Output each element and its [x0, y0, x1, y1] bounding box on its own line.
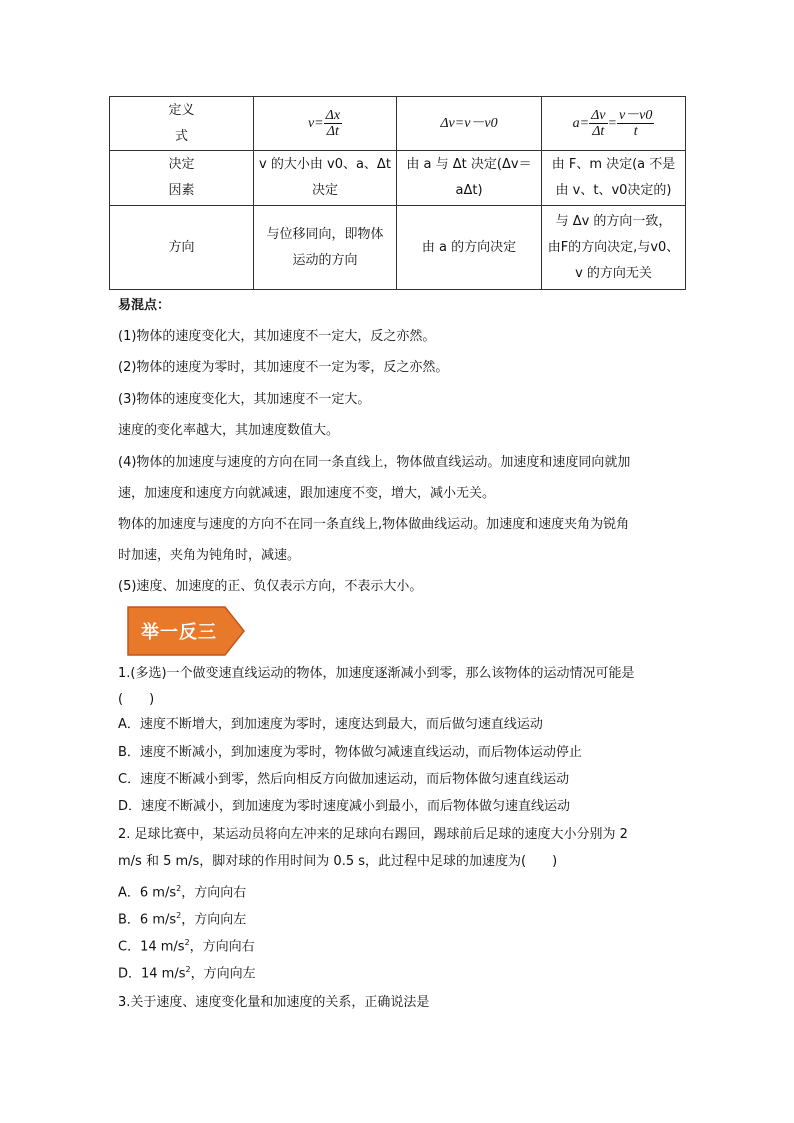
table-cell [254, 151, 397, 206]
cell-line: aΔt) [455, 183, 483, 198]
fraction-denominator: Δt [592, 124, 605, 139]
comparison-table [109, 96, 686, 290]
row-header-line: 因素 [168, 183, 195, 198]
question-1-blank: ( ) [118, 692, 155, 707]
table-row-definition [110, 97, 686, 151]
acceleration-fraction-1 [589, 108, 607, 139]
table-cell [542, 151, 686, 206]
row-header-line: 决定 [168, 157, 195, 172]
cell-line: 由 a 与 Δt 决定(Δv＝ [406, 157, 532, 172]
option-superscript: 2 [184, 938, 190, 947]
option-text: ，方向向左 [181, 912, 247, 928]
confusion-line: 时加速，夹角为钝角时，减速。 [118, 548, 301, 563]
option-text: A．6 m/s [118, 885, 177, 901]
cell-line: 决定 [311, 183, 338, 198]
option-text: D．14 m/s [118, 966, 186, 982]
question-2-option-b [118, 907, 246, 929]
confusion-line: (5)速度、加速度的正、负仅表示方向，不表示大小。 [118, 579, 423, 594]
cell-line: 由F的方向决定,与v0、 [547, 239, 680, 255]
table-row-determinants [110, 151, 686, 206]
fraction-numerator: Δv [591, 108, 606, 123]
section-banner [127, 606, 245, 656]
confusion-line: (2)物体的速度为零时，其加速度不一定为零，反之亦然。 [118, 360, 449, 375]
row-header-line: 定义 [168, 102, 195, 118]
question-2-option-d [118, 961, 256, 983]
option-text: ，方向向右 [189, 939, 255, 955]
velocity-formula-lhs: v= [307, 116, 324, 131]
confusion-line: 速度的变化率越大，其加速度数值大。 [118, 423, 340, 438]
velocity-change-formula: Δv=v－v0 [440, 115, 498, 131]
fraction-denominator: t [633, 124, 638, 139]
question-2-stem-line1: 2. 足球比赛中，某运动员将向左冲来的足球向右踢回，踢球前后足球的速度大小分别为 2 [118, 827, 628, 842]
cell-line: 与 Δv 的方向一致， [555, 213, 672, 229]
fraction-numerator: v－v0 [618, 108, 653, 123]
cell-line: v 的大小由 v0、a、Δt [259, 157, 391, 172]
cell-line: v 的方向无关 [575, 265, 652, 281]
cell-line: 由 F、m 决定(a 不是 [551, 157, 676, 172]
option-text: C．14 m/s [118, 939, 185, 955]
question-1-option-b: B．速度不断减小，到加速度为零时，物体做匀减速直线运动，而后物体运动停止 [118, 745, 582, 760]
question-1-option-d: D．速度不断减小，到加速度为零时速度减小到最小，而后物体做匀速直线运动 [118, 799, 571, 814]
cell-line: 运动的方向 [292, 252, 358, 268]
table-cell [397, 206, 542, 290]
question-2-option-c [118, 934, 255, 956]
acceleration-formula-lhs: a= [572, 116, 590, 131]
cell-line: 由 a 的方向决定 [421, 239, 517, 255]
cell-line: 由 v、t、v0决定的) [555, 183, 672, 198]
table-cell [397, 151, 542, 206]
row-header-direction [110, 206, 254, 290]
table-row-direction [110, 206, 686, 290]
equals-sign: = [607, 116, 617, 131]
question-1-option-a: A．速度不断增大，到加速度为零时，速度达到最大，而后做匀速直线运动 [118, 717, 543, 732]
table-cell [542, 206, 686, 290]
row-header-line: 式 [174, 128, 188, 144]
option-superscript: 2 [176, 884, 182, 893]
option-text: B．6 m/s [118, 912, 177, 928]
question-3-stem: 3.关于速度、速度变化量和加速度的关系，正确说法是 [118, 995, 430, 1010]
option-superscript: 2 [176, 911, 182, 920]
confusion-line: 速，加速度和速度方向就减速，跟加速度不变，增大，减小无关。 [118, 486, 496, 501]
option-superscript: 2 [185, 965, 191, 974]
question-2-stem-line2: m/s 和 5 m/s，脚对球的作用时间为 0.5 s，此过程中足球的加速度为( ) [118, 854, 558, 869]
acceleration-fraction-2 [617, 108, 654, 139]
velocity-fraction [324, 108, 342, 139]
question-2-option-a [118, 880, 246, 902]
velocity-formula-cell [254, 97, 397, 151]
option-text: ，方向向右 [181, 885, 247, 901]
confusions-title: 易混点： [118, 298, 171, 313]
banner-label: 举一反三 [141, 622, 217, 643]
velocity-change-formula-cell [397, 97, 542, 151]
row-header-definition [110, 97, 254, 151]
table-cell [254, 206, 397, 290]
question-1-option-c: C．速度不断减小到零，然后向相反方向做加速运动，而后物体做匀速直线运动 [118, 772, 570, 787]
confusion-line: (1)物体的速度变化大，其加速度不一定大，反之亦然。 [118, 329, 436, 344]
fraction-denominator: Δt [326, 124, 339, 139]
confusion-line: 物体的加速度与速度的方向不在同一条直线上,物体做曲线运动。加速度和速度夹角为锐角 [118, 517, 630, 532]
acceleration-formula-cell [542, 97, 686, 151]
row-header-determinants [110, 151, 254, 206]
row-header-line: 方向 [168, 239, 195, 255]
confusion-line: (4)物体的加速度与速度的方向在同一条直线上，物体做直线运动。加速度和速度同向就加 [118, 455, 631, 470]
option-text: ，方向向左 [190, 966, 256, 982]
confusion-line: (3)物体的速度变化大，其加速度不一定大。 [118, 392, 371, 407]
cell-line: 与位移同向，即物体 [266, 226, 384, 242]
question-1-stem: 1.(多选)一个做变速直线运动的物体，加速度逐渐减小到零，那么该物体的运动情况可能是 [118, 666, 635, 681]
fraction-numerator: Δx [325, 108, 341, 123]
